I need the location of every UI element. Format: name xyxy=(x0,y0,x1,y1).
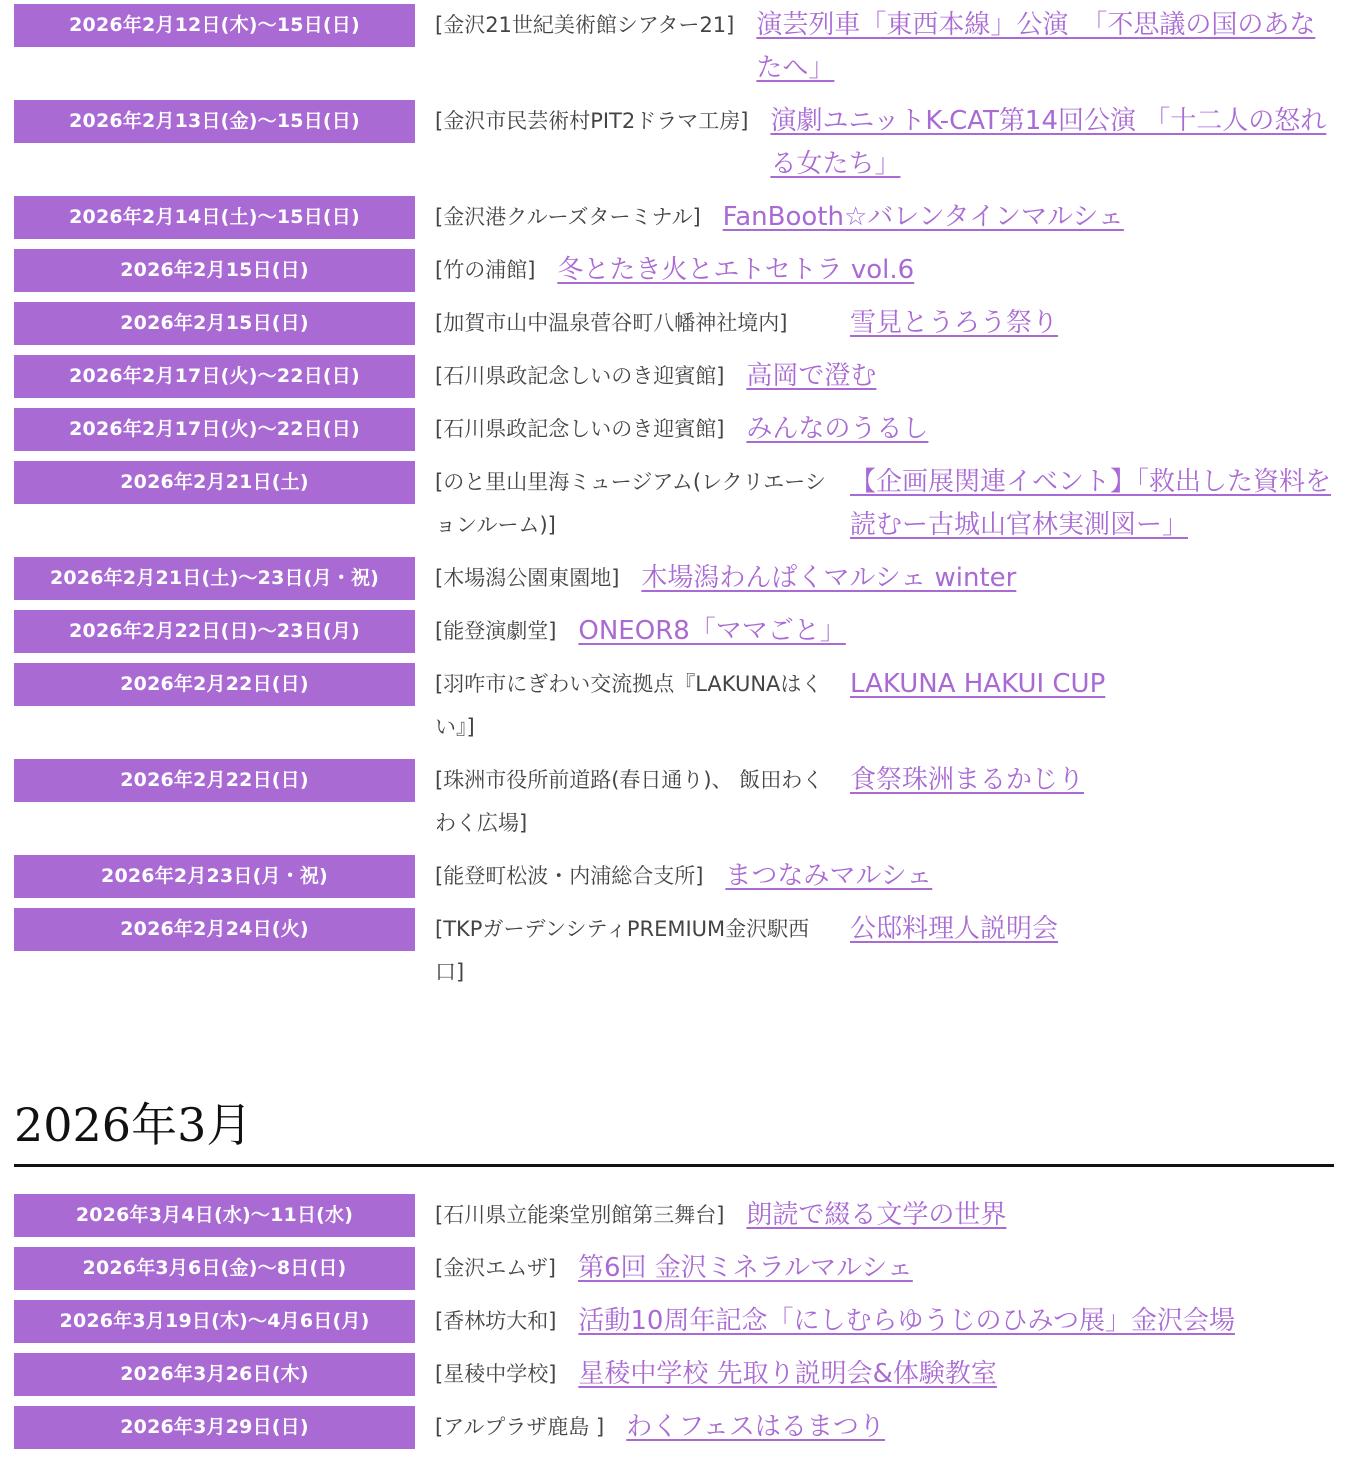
event-date-badge: 2026年2月22日(日) xyxy=(14,663,415,706)
event-row xyxy=(14,302,1336,345)
event-row xyxy=(14,1247,1336,1290)
event-date-badge: 2026年2月12日(木)〜15日(日) xyxy=(14,4,415,47)
event-title-link[interactable]: 食祭珠洲まるかじり xyxy=(850,765,1085,795)
event-venue: [金沢エムザ] xyxy=(435,1256,556,1280)
event-venue: [金沢21世紀美術館シアター21] xyxy=(435,13,735,37)
event-row xyxy=(14,461,1336,547)
event-title-link[interactable]: 星稜中学校 先取り説明会&体験教室 xyxy=(578,1359,997,1389)
event-title-link[interactable]: わくフェスはるまつり xyxy=(626,1412,885,1442)
event-body xyxy=(435,100,1336,186)
event-title-link[interactable]: LAKUNA HAKUI CUP xyxy=(850,669,1106,699)
event-date-badge: 2026年2月15日(日) xyxy=(14,249,415,292)
event-row xyxy=(14,610,1336,653)
event-venue: [TKPガーデンシティPREMIUM金沢駅西口] xyxy=(435,917,810,984)
event-row xyxy=(14,1300,1336,1343)
event-body xyxy=(435,663,1336,749)
event-row xyxy=(14,408,1336,451)
event-title-link[interactable]: 木場潟わんぱくマルシェ winter xyxy=(641,563,1017,593)
event-body xyxy=(435,1353,1336,1396)
event-date-badge: 2026年3月29日(日) xyxy=(14,1406,415,1449)
event-date-badge: 2026年2月21日(土)〜23日(月・祝) xyxy=(14,557,415,600)
event-body xyxy=(435,1194,1336,1237)
march-event-list xyxy=(14,1194,1336,1459)
event-body xyxy=(435,1247,1336,1290)
event-body xyxy=(435,855,1336,898)
event-row xyxy=(14,1353,1336,1396)
month-heading-march: 2026年3月 xyxy=(14,1090,1334,1167)
event-title-link[interactable]: 【企画展関連イベント】「救出した資料を読むー古城山官林実測図ー」 xyxy=(850,467,1332,540)
event-row xyxy=(14,908,1336,994)
event-venue: [アルプラザ鹿島 ] xyxy=(435,1415,605,1439)
event-date-badge: 2026年3月6日(金)〜8日(日) xyxy=(14,1247,415,1290)
event-venue: [石川県立能楽堂別館第三舞台] xyxy=(435,1203,725,1227)
event-venue: [石川県政記念しいのき迎賓館] xyxy=(435,417,725,441)
event-body xyxy=(435,408,1336,451)
event-row xyxy=(14,759,1336,845)
event-date-badge: 2026年3月19日(木)〜4月6日(月) xyxy=(14,1300,415,1343)
event-date-badge: 2026年2月14日(土)〜15日(日) xyxy=(14,196,415,239)
event-title-link[interactable]: ONEOR8「ママごと」 xyxy=(578,616,846,646)
event-row xyxy=(14,1194,1336,1237)
event-body xyxy=(435,249,1336,292)
event-date-badge: 2026年2月13日(金)〜15日(日) xyxy=(14,100,415,143)
event-body xyxy=(435,557,1336,600)
event-body xyxy=(435,759,1336,845)
event-title-link[interactable]: 第6回 金沢ミネラルマルシェ xyxy=(577,1253,913,1283)
february-event-list xyxy=(14,4,1336,1004)
event-row xyxy=(14,196,1336,239)
event-date-badge: 2026年2月15日(日) xyxy=(14,302,415,345)
event-title-link[interactable]: まつなみマルシェ xyxy=(725,861,933,891)
event-date-badge: 2026年2月17日(火)〜22日(日) xyxy=(14,408,415,451)
event-row xyxy=(14,663,1336,749)
event-date-badge: 2026年2月22日(日) xyxy=(14,759,415,802)
event-title-link[interactable]: 朗読で綴る文学の世界 xyxy=(746,1200,1007,1230)
event-row xyxy=(14,855,1336,898)
event-body xyxy=(435,908,1336,994)
event-date-badge: 2026年3月26日(木) xyxy=(14,1353,415,1396)
event-body xyxy=(435,355,1336,398)
event-date-badge: 2026年2月22日(日)〜23日(月) xyxy=(14,610,415,653)
event-row xyxy=(14,557,1336,600)
event-title-link[interactable]: 冬とたき火とエトセトラ vol.6 xyxy=(557,255,915,285)
event-venue: [珠洲市役所前道路(春日通り)、 飯田わくわく広場] xyxy=(435,768,824,835)
event-title-link[interactable]: 雪見とうろう祭り xyxy=(850,308,1059,338)
event-title-link[interactable]: 演芸列車「東西本線」公演 「不思議の国のあなたへ」 xyxy=(756,10,1316,83)
event-body xyxy=(435,4,1336,90)
event-venue: [星稜中学校] xyxy=(435,1362,557,1386)
event-venue: [竹の浦館] xyxy=(435,258,536,282)
event-row xyxy=(14,1406,1336,1449)
event-venue: [金沢港クルーズターミナル] xyxy=(435,205,701,229)
event-title-link[interactable]: 高岡で澄む xyxy=(746,361,877,391)
event-venue: [能登町松波・内浦総合支所] xyxy=(435,864,704,888)
event-body xyxy=(435,1406,1336,1449)
event-title-link[interactable]: 演劇ユニットK-CAT第14回公演 「十二人の怒れる女たち」 xyxy=(770,106,1327,179)
event-title-link[interactable]: FanBooth☆バレンタインマルシェ xyxy=(722,202,1124,232)
event-venue: [能登演劇堂] xyxy=(435,619,557,643)
event-title-link[interactable]: 活動10周年記念「にしむらゆうじのひみつ展」金沢会場 xyxy=(578,1306,1235,1336)
event-row xyxy=(14,4,1336,90)
event-venue: [のと里山里海ミュージアム(レクリエーションルーム)] xyxy=(435,470,826,537)
event-body xyxy=(435,1300,1336,1343)
event-row xyxy=(14,355,1336,398)
event-date-badge: 2026年2月23日(月・祝) xyxy=(14,855,415,898)
event-venue: [香林坊大和] xyxy=(435,1309,557,1333)
event-body xyxy=(435,461,1336,547)
event-date-badge: 2026年3月4日(水)〜11日(水) xyxy=(14,1194,415,1237)
event-row xyxy=(14,249,1336,292)
event-venue: [木場潟公園東園地] xyxy=(435,566,620,590)
event-date-badge: 2026年2月17日(火)〜22日(日) xyxy=(14,355,415,398)
event-body xyxy=(435,610,1336,653)
event-venue: [加賀市山中温泉菅谷町八幡神社境内] xyxy=(435,311,788,335)
event-venue: [石川県政記念しいのき迎賓館] xyxy=(435,364,725,388)
event-row xyxy=(14,100,1336,186)
event-venue: [金沢市民芸術村PIT2ドラマ工房] xyxy=(435,109,749,133)
event-venue: [羽咋市にぎわい交流拠点『LAKUNAはくい』] xyxy=(435,672,823,739)
event-date-badge: 2026年2月24日(火) xyxy=(14,908,415,951)
event-body xyxy=(435,196,1336,239)
event-body xyxy=(435,302,1336,345)
event-date-badge: 2026年2月21日(土) xyxy=(14,461,415,504)
event-title-link[interactable]: みんなのうるし xyxy=(746,414,929,444)
event-title-link[interactable]: 公邸料理人説明会 xyxy=(850,914,1059,944)
